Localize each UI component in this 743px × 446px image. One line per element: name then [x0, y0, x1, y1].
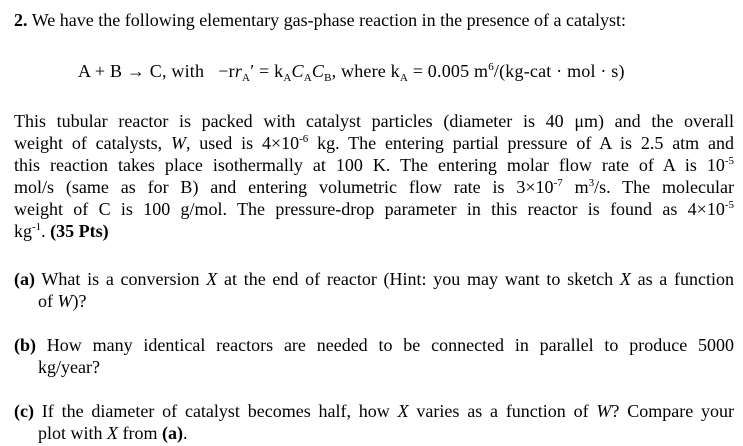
- part-a-label: (a): [14, 269, 35, 289]
- problem-number: 2.: [14, 10, 28, 30]
- description-line-4: mol/s (same as for B) and entering volumetric flow rate is $3\times 10^{-7}$ $m^3/s$. The molecular: [14, 177, 734, 197]
- part-a-line-2: of W)?: [38, 291, 87, 311]
- part-b-line-1: (b) How many identical reactors are needed to be connected in parallel to produce 5000: [14, 335, 734, 355]
- conc-a: C: [291, 61, 304, 81]
- k-value: = 0.005 m: [412, 61, 489, 81]
- part-b-line-2: kg/year?: [38, 357, 100, 377]
- problem-header: [14, 9, 626, 31]
- problem-intro: We have the following elementary gas-phase reaction in the presence of a catalyst:: [31, 10, 626, 30]
- description-line-5: weight of C is 100 g/mol. The pressure-drop parameter in this reactor is found as $4\times 10^{-5}$: [14, 199, 734, 219]
- description-line-6: $kg^{-1}$. (35 Pts): [14, 221, 109, 241]
- rate-lhs: $-rr_A'$: [218, 61, 255, 84]
- part-a-line-1: (a) What is a conversion X at the end of reactor (Hint: you may want to sketch X as a function: [14, 269, 735, 289]
- part-c-label: (c): [14, 401, 34, 421]
- rate-eq: = k: [259, 61, 284, 81]
- description-line-1: This tubular reactor is packed with catalyst particles (diameter is 40 μm) and the overall: [14, 111, 734, 131]
- part-c-line-1: (c) If the diameter of catalyst becomes half, how X varies as a function of W? Compare your: [14, 401, 734, 421]
- points-label: (35 Pts): [50, 221, 109, 241]
- k-units: /(kg-cat · mol · s): [493, 61, 625, 81]
- description-line-2: weight of catalysts, W, used is $4\times 10^{-6}$ kg. The entering partial pressure of A is 2.5 atm and: [14, 133, 735, 153]
- part-c-line-2: plot with X from (a).: [38, 423, 188, 443]
- reaction-text: A + B → C, with: [78, 61, 205, 81]
- conc-b: C: [311, 61, 325, 81]
- k-subscript: A: [283, 72, 292, 84]
- where-text: , where k: [331, 61, 400, 81]
- part-b-label: (b): [14, 335, 36, 355]
- rate-equation: A + B → C, with $-rr_A' = k_AC_AC_B$, where $k_A = 0.005$ $m^6/(kg$-cat · mol · s): [78, 61, 625, 84]
- description-line-3: this reaction takes place isothermally at 100 K. The entering molar flow rate of A is $10^{-5}$: [14, 155, 734, 175]
